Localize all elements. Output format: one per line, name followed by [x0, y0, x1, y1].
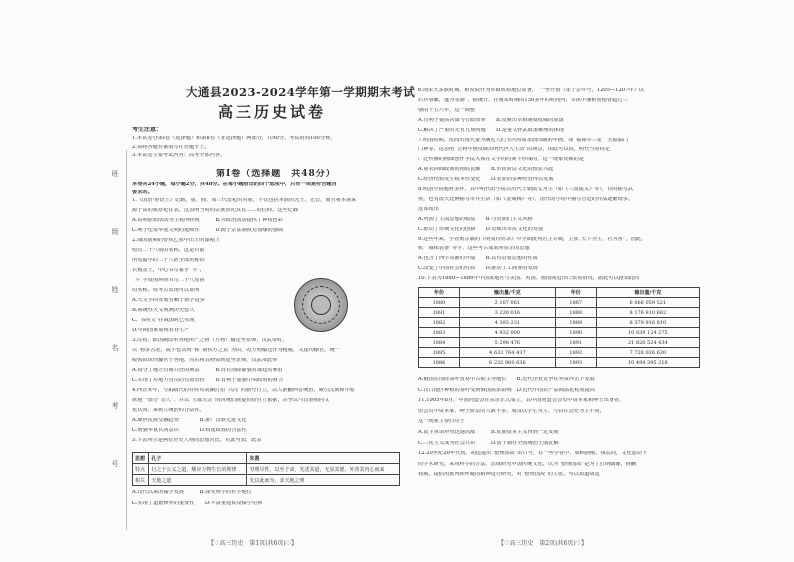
page-1	[128, 0, 416, 562]
question-line: C.增强华夏认同意识 D.构建政权的合法性	[132, 428, 247, 433]
question-line: 侠，也有很大比例描写市井生活（如《金瓶梅》等），清代的小说中描写宫廷的作品逐渐增多。	[418, 196, 634, 202]
comparison-table	[132, 452, 400, 486]
table-cell: 相关	[133, 475, 149, 486]
table-cell: 1881	[419, 308, 460, 318]
table-cell: 1892	[555, 348, 596, 358]
table-cell: 特点	[133, 464, 149, 475]
question-line: 衣箱盖上，中心书写篆字“斗”，	[132, 268, 205, 273]
question-line: 9.这些年来，学者黄宗羲的《明夷待访录》中全面批判君主专制，主张“天下为主，君为客”，因此，	[418, 236, 647, 242]
question-line: 2.战国前期的曾侯乙墓中出土的漆箱上	[132, 238, 220, 243]
question-line: A.侵夺了地方官商共营的利益 B.旨在消除豪强对郡廷的掣肘	[132, 368, 283, 373]
table-row	[419, 328, 700, 338]
table-cell: 4 632 764 437	[459, 348, 555, 358]
table-header-cell: 输出量/千克	[596, 288, 699, 298]
table-cell: 1880	[419, 298, 460, 308]
notice-line: 3.本试卷主要考试内容：高考全部内容。	[132, 153, 226, 158]
question-line: “斗”字周围环绕书写二十八星宿	[132, 278, 205, 283]
table-cell: 1893	[555, 358, 596, 368]
table-cell: 8 176 910 682	[596, 308, 699, 318]
table-cell: 4 393 231	[459, 318, 555, 328]
binding-label: 号	[111, 460, 119, 467]
question-line: C.“书同文”在战国时已实现	[132, 318, 195, 323]
binding-label: 名	[111, 344, 119, 351]
question-line: 族地一部分“晋人”、并以“上郡五宗”的四统旧族提供给自立依据，甚至以与汉族相同文	[132, 398, 330, 403]
question-line: 的学术研究，采用科学的方法、态度研究中国传统文化，认为“整理国故”是为了打倒偶像，推翻	[418, 461, 636, 467]
export-table	[418, 287, 700, 368]
table-row	[133, 453, 400, 464]
table-cell: 1885	[419, 348, 460, 358]
table-cell: 1890	[555, 328, 596, 338]
binding-label: 考	[111, 402, 119, 409]
table-cell: 2 107 061	[459, 298, 555, 308]
section-title: 第Ⅰ卷（选择题 共48分）	[216, 169, 336, 179]
question-line: 绘有二十八宿的名称，这是目前	[132, 248, 205, 253]
option-line: C.实现了道德修养的重要性 D.丰富重建民众儒学信仰	[132, 501, 263, 506]
question-line: 权威，提倡用批判和怀疑的精神进行研究，对“整理国故”的主张，可以知道胡适	[418, 472, 600, 478]
table-row	[133, 464, 400, 475]
question-line: 8.明清小说题材多样，其中明代的小说以历代王朝演义为主（如《三国演义》等），有的描写武	[418, 187, 634, 192]
question-line: D.早期国家重视农业生产	[132, 328, 190, 333]
table-cell: 1889	[555, 318, 596, 328]
table-header-cell: 年份	[419, 288, 460, 298]
notice-line: 2.请将各题答案填写在答题卡上。	[132, 144, 210, 150]
question-line: A.说明原始活动为主权所轻视 B.为政治活动提供了神权色彩	[132, 218, 283, 223]
notice-title: 考生注意：	[132, 127, 163, 133]
table-cell: 1891	[555, 338, 596, 348]
table-row	[419, 308, 700, 318]
table-row	[419, 358, 700, 368]
question-line: 但会员中资本家、绅士阶层的人数不多，成员以学生为主、与以往会党为主不同，	[418, 408, 605, 414]
question-line: A.有利于提高决策与行政效率 B.反映出宰相制度权威的衰落	[418, 117, 564, 123]
table-row	[419, 348, 700, 358]
table-header-cell: 输出量/千克	[459, 288, 555, 298]
page-2	[416, 0, 704, 562]
question-line: 广泛传播的画面创作手法大体在文字的时间下形成的，这一现象反映的是	[418, 157, 585, 163]
question-line: 7.明清时期，民间出现大量为满足人们节庆时需求而印制的年画，如“福禄寿三星”“五福临门”	[418, 137, 631, 143]
table-cell: 1883	[419, 328, 460, 338]
notice-line: 1.本试卷分第Ⅰ卷（选择题）和第Ⅱ卷（非选择题）两部分，共90分。考试时间100分钟。	[132, 136, 336, 141]
question-line: 源于高的系祭祀在表，这表明当时的宗族祭祀具有……的信仰。这些记载	[132, 208, 299, 213]
table-cell: 8 379 916 810	[596, 318, 699, 328]
question-line: 机”“墙体装备”等字，这些考古成果所显示的思想	[418, 246, 530, 252]
question-line: 门神等，这表明“吉利年画反映出明代世人生活”的场景，由此可以说，明代当时特定	[418, 147, 611, 153]
star-chart-image	[294, 278, 348, 332]
question-line: A.巩固了主流思想的根基 B.与贵族们主义风格	[418, 216, 533, 222]
question-line: A.包含了西学东渐的开端 B.具有启蒙思想的性质	[418, 256, 538, 262]
table-cell: 1886	[419, 358, 460, 368]
binding-label: 班	[111, 170, 119, 177]
table-cell: 1884	[419, 338, 460, 348]
question-line: 后兵事繁，遂为永制”。据统计，在南宋时期的150多年的时间内，宰执中兼枢密使者超过三	[418, 97, 628, 103]
table-cell: 1882	[419, 318, 460, 328]
question-line: 6.南宋大多数时期，枢密院作为军政机构地位显著，“一至开禧（宋宁宗年号，1205—1207年）以	[418, 88, 644, 93]
question-line: 这体现出	[418, 206, 439, 212]
question-line: C.汉口地区种植的茶叶受到俄国需求影响 D.近代中国农产品商品化程度提高	[418, 387, 596, 393]
question-line: C.解决了严重的元官冗费问题 D.是重文轻武政策顺理的体现	[418, 127, 564, 133]
table-cell: 天地之道	[149, 475, 247, 486]
table-cell: 1887	[555, 298, 596, 308]
table-row	[419, 338, 700, 348]
exam-title: 大通县2023-2024学年第一学期期末考试	[186, 86, 416, 99]
question-line: 所见最早的二十八宿全部名称的	[132, 258, 205, 263]
exam-subject-title: 高三历史试卷	[218, 104, 327, 121]
binding-label: 姓	[111, 286, 119, 293]
table-cell: 穷理尽性，以至于命，先述其道，无显其德，外善其内心而来	[247, 464, 400, 475]
table-cell: 4 932 000	[459, 328, 555, 338]
table-header-row	[419, 288, 700, 298]
table-cell: 行之于公义之道，顺应万物生长的规律	[149, 464, 247, 475]
binding-label: 级	[111, 228, 119, 235]
table-cell: 朱熹	[247, 453, 400, 464]
section-desc-line: 要求的。	[132, 190, 153, 195]
question-line: 的名称。该考古发现可以证明	[132, 288, 200, 293]
question-line: 化认同，来树立统治的合法性。	[132, 408, 205, 413]
table-cell: 孔子	[149, 453, 247, 464]
question-line: 4.西晋末年，与拓跋氏的百姓对刘渊打招“兴汉”的旗号自立，以人推翻西晋统治，吸引汉族和中原	[132, 388, 355, 393]
question-line: 1.《国语·鲁语上》记载，夏、商、周三代祭祀的对象，不仅包括本族的先王、先公，而且将本族来	[132, 198, 357, 203]
question-line: A.天文学的发展有赖于数学进步	[132, 298, 205, 303]
question-line: 以“物多苦恶，或不偿其费”和“诸侯方之贡”为由，改方物输送作为租税，又建均输官，统一	[132, 348, 340, 353]
table-row	[419, 298, 700, 308]
table-cell: 10 839 124 275	[596, 328, 699, 338]
question-line: 10.下表为1880—1886年中国某地区与美国、英国、德国间进出口贸易情况，据此可以推知此时	[418, 276, 640, 282]
table-cell: 思想	[133, 453, 149, 464]
question-line: C.推动了传统文化的创新 D.反映出市民文化的发展	[418, 226, 544, 232]
table-cell: 6 232 960 636	[459, 358, 555, 368]
question-line: 11.1905年8月，中国同盟会在东京正式成立，其中国同盟会会员中资本家和绅士出身者，	[418, 398, 625, 404]
question-line: C.改变了中国社会的性质 D.推动了工商业的发展	[418, 266, 538, 272]
table-cell: 6 066 059 521	[596, 298, 699, 308]
question-line: A.民主革命形势迅速高涨 B.民族资本主义得到一定发展	[418, 430, 559, 435]
question-line: A.重农抑商政策的彻底瓦解 B.市民阶层文化的较显兴起	[418, 167, 554, 173]
table-cell: 3 230 016	[459, 308, 555, 318]
table-cell: 10 494 395 218	[596, 358, 699, 368]
table-cell: 21 826 524 434	[596, 338, 699, 348]
question-line: 这一现象主要归功于	[418, 419, 465, 425]
table-row	[419, 318, 700, 328]
question-line: 朝的十五六年，这一调整	[418, 107, 476, 113]
table-cell: 5 298 476	[459, 338, 555, 348]
question-line: C.三民主义成为社会共识 D.清王朝在全国统治土崩瓦解	[418, 440, 559, 446]
question-line: A.顺应民族交融趋势 B.推广汉族先进文化	[132, 418, 247, 423]
question-line: 12.20世纪20年代初，胡适提出“整理国故”的口号，在一些学者中，如顾颉刚、钱玄同，文化运动下	[418, 451, 648, 457]
question-line: C.利于论证华夏文明的延续性 D.源于宗法制度对血缘的强调	[132, 228, 284, 233]
question-line: A.俄国在国际茶叶贸易中占据主导地位 B.近代企业竞争在外资冲击下发展	[418, 377, 595, 382]
table-header-cell: 年份	[555, 288, 596, 298]
section-desc-line: 本卷共24小题，每小题2分，共48分。在每小题给出的四个选项中，只有一项是符合题目	[132, 182, 337, 187]
table-cell: 7 728 026 630	[596, 348, 699, 358]
table-cell: 先以此而为，求天地之理	[247, 475, 400, 486]
question-line: 3.汉初，郡国制改革各地所产之物（方物）输送至京师，汉武帝时，	[132, 338, 288, 343]
question-line: 5.下表所示是两位历史人物的思想对比，对此可知，此表	[132, 438, 262, 443]
page-footer: 【♡高三历史 第2页(共6页)♡】	[498, 540, 588, 547]
table-cell: 1888	[555, 308, 596, 318]
question-line: 收购由该均输官于各地，然后将其物资转运至京师，汉武帝此举	[132, 358, 278, 363]
question-line: C.实现了对地方官员的有效管控 D.有利于加强中央政府的财力	[132, 378, 284, 383]
table-row	[133, 475, 400, 486]
page-footer: 【♡高三历史 第1页(共6页)♡】	[208, 540, 298, 547]
binding-margin	[104, 150, 127, 530]
question-line: C.经济结构发生根本性变化 D.农业的多种经营得以发展	[418, 177, 554, 183]
question-line: B.系统性天文观测历史悠久	[132, 308, 195, 313]
option-line: A.汉代以来的儒学发展 B.探究理学的哲学地位	[132, 490, 252, 495]
